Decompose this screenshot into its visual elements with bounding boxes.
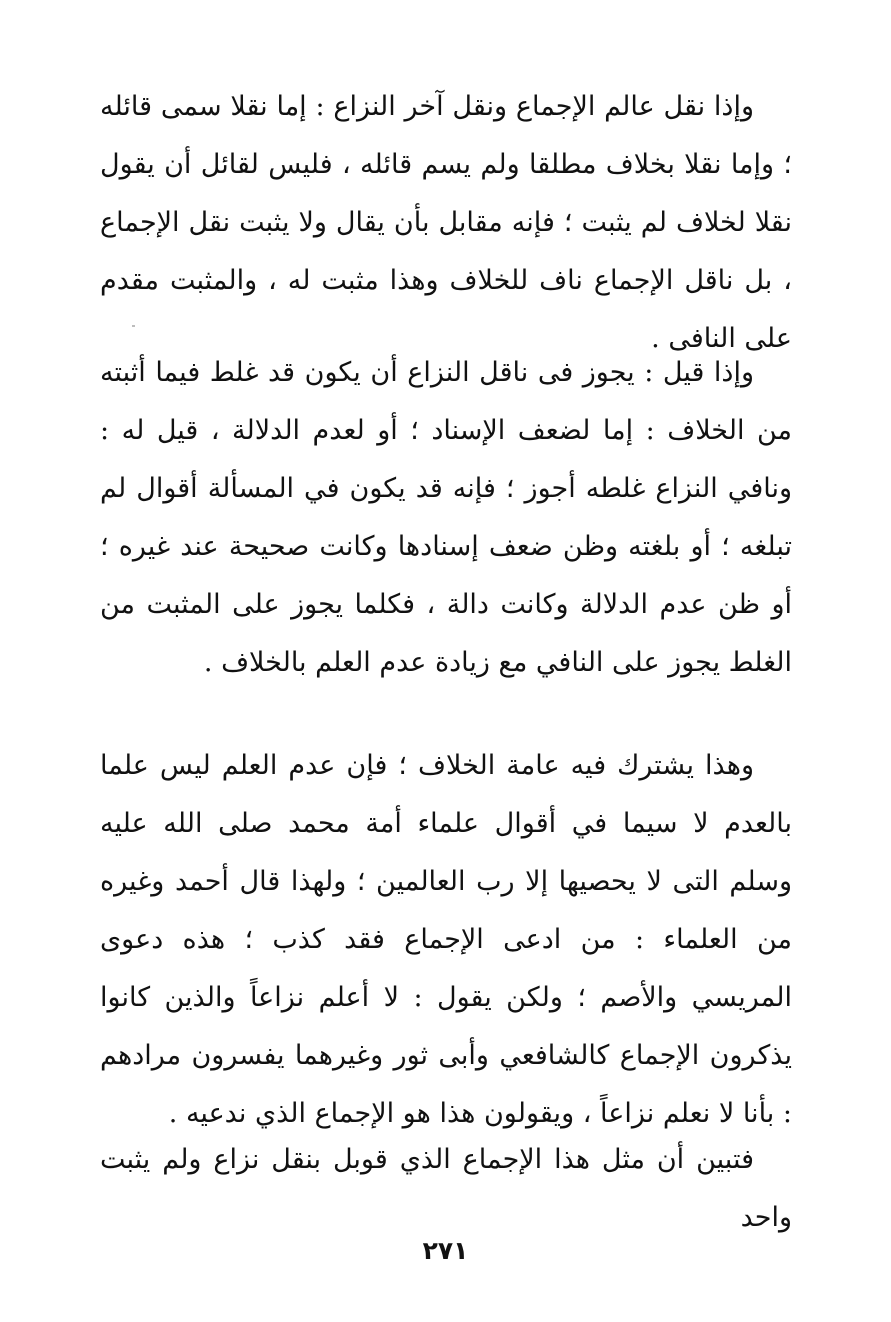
paragraph-3 (100, 737, 792, 1143)
paragraph-4 (100, 1131, 792, 1247)
paragraph-2-text: وإذا قيل : يجوز فى ناقل النزاع أن يكون قد غلط فيما أثبته من الخلاف : إما لضعف الإسناد ؛ أو لعدم الدلالة ، قيل له : ونافي النزاع غلطه أجوز ؛ فإنه قد يكون في المسألة أقوال لم تبلغه ؛ أو بلغته وظن ضعف إسنادها وكانت صحيحة عند غيره ؛ أو ظن عدم الدلالة وكانت دالة ، فكلما يجوز على المثبت من الغلط يجوز على النافي مع زيادة عدم العلم بالخلاف . (100, 357, 793, 678)
paragraph-1 (100, 78, 792, 368)
paragraph-4-text: فتبين أن مثل هذا الإجماع الذي قوبل بنقل نزاع ولم يثبت واحد (100, 1144, 792, 1233)
paragraph-3-text: وهذا يشترك فيه عامة الخلاف ؛ فإن عدم العلم ليس علما بالعدم لا سيما في أقوال علماء أمة محمد صلى الله عليه وسلم التى لا يحصيها إلا رب العالمين ؛ ولهذا قال أحمد وغيره من العلماء : من ادعى الإجماع فقد كذب ؛ هذه دعوى المريسي والأصم ؛ ولكن يقول : لا أعلم نزاعاً والذين كانوا يذكرون الإجماع كالشافعي وأبى ثور وغيرهما يفسرون مرادهم : بأنا لا نعلم نزاعاً ، ويقولون هذا هو الإجماع الذي ندعيه . (100, 750, 792, 1129)
paragraph-2 (100, 344, 792, 692)
ink-speck (132, 325, 135, 327)
page-number: ٢٧١ (422, 1236, 469, 1265)
paragraph-1-text: وإذا نقل عالم الإجماع ونقل آخر النزاع : إما نقلا سمى قائله ؛ وإما نقلا بخلاف مطلقا ولم يسم قائله ، فليس لقائل أن يقول نقلا لخلاف لم يثبت ؛ فإنه مقابل بأن يقال ولا يثبت نقل الإجماع ، بل ناقل الإجماع ناف للخلاف وهذا مثبت له ، والمثبت مقدم على النافى . (100, 91, 792, 354)
